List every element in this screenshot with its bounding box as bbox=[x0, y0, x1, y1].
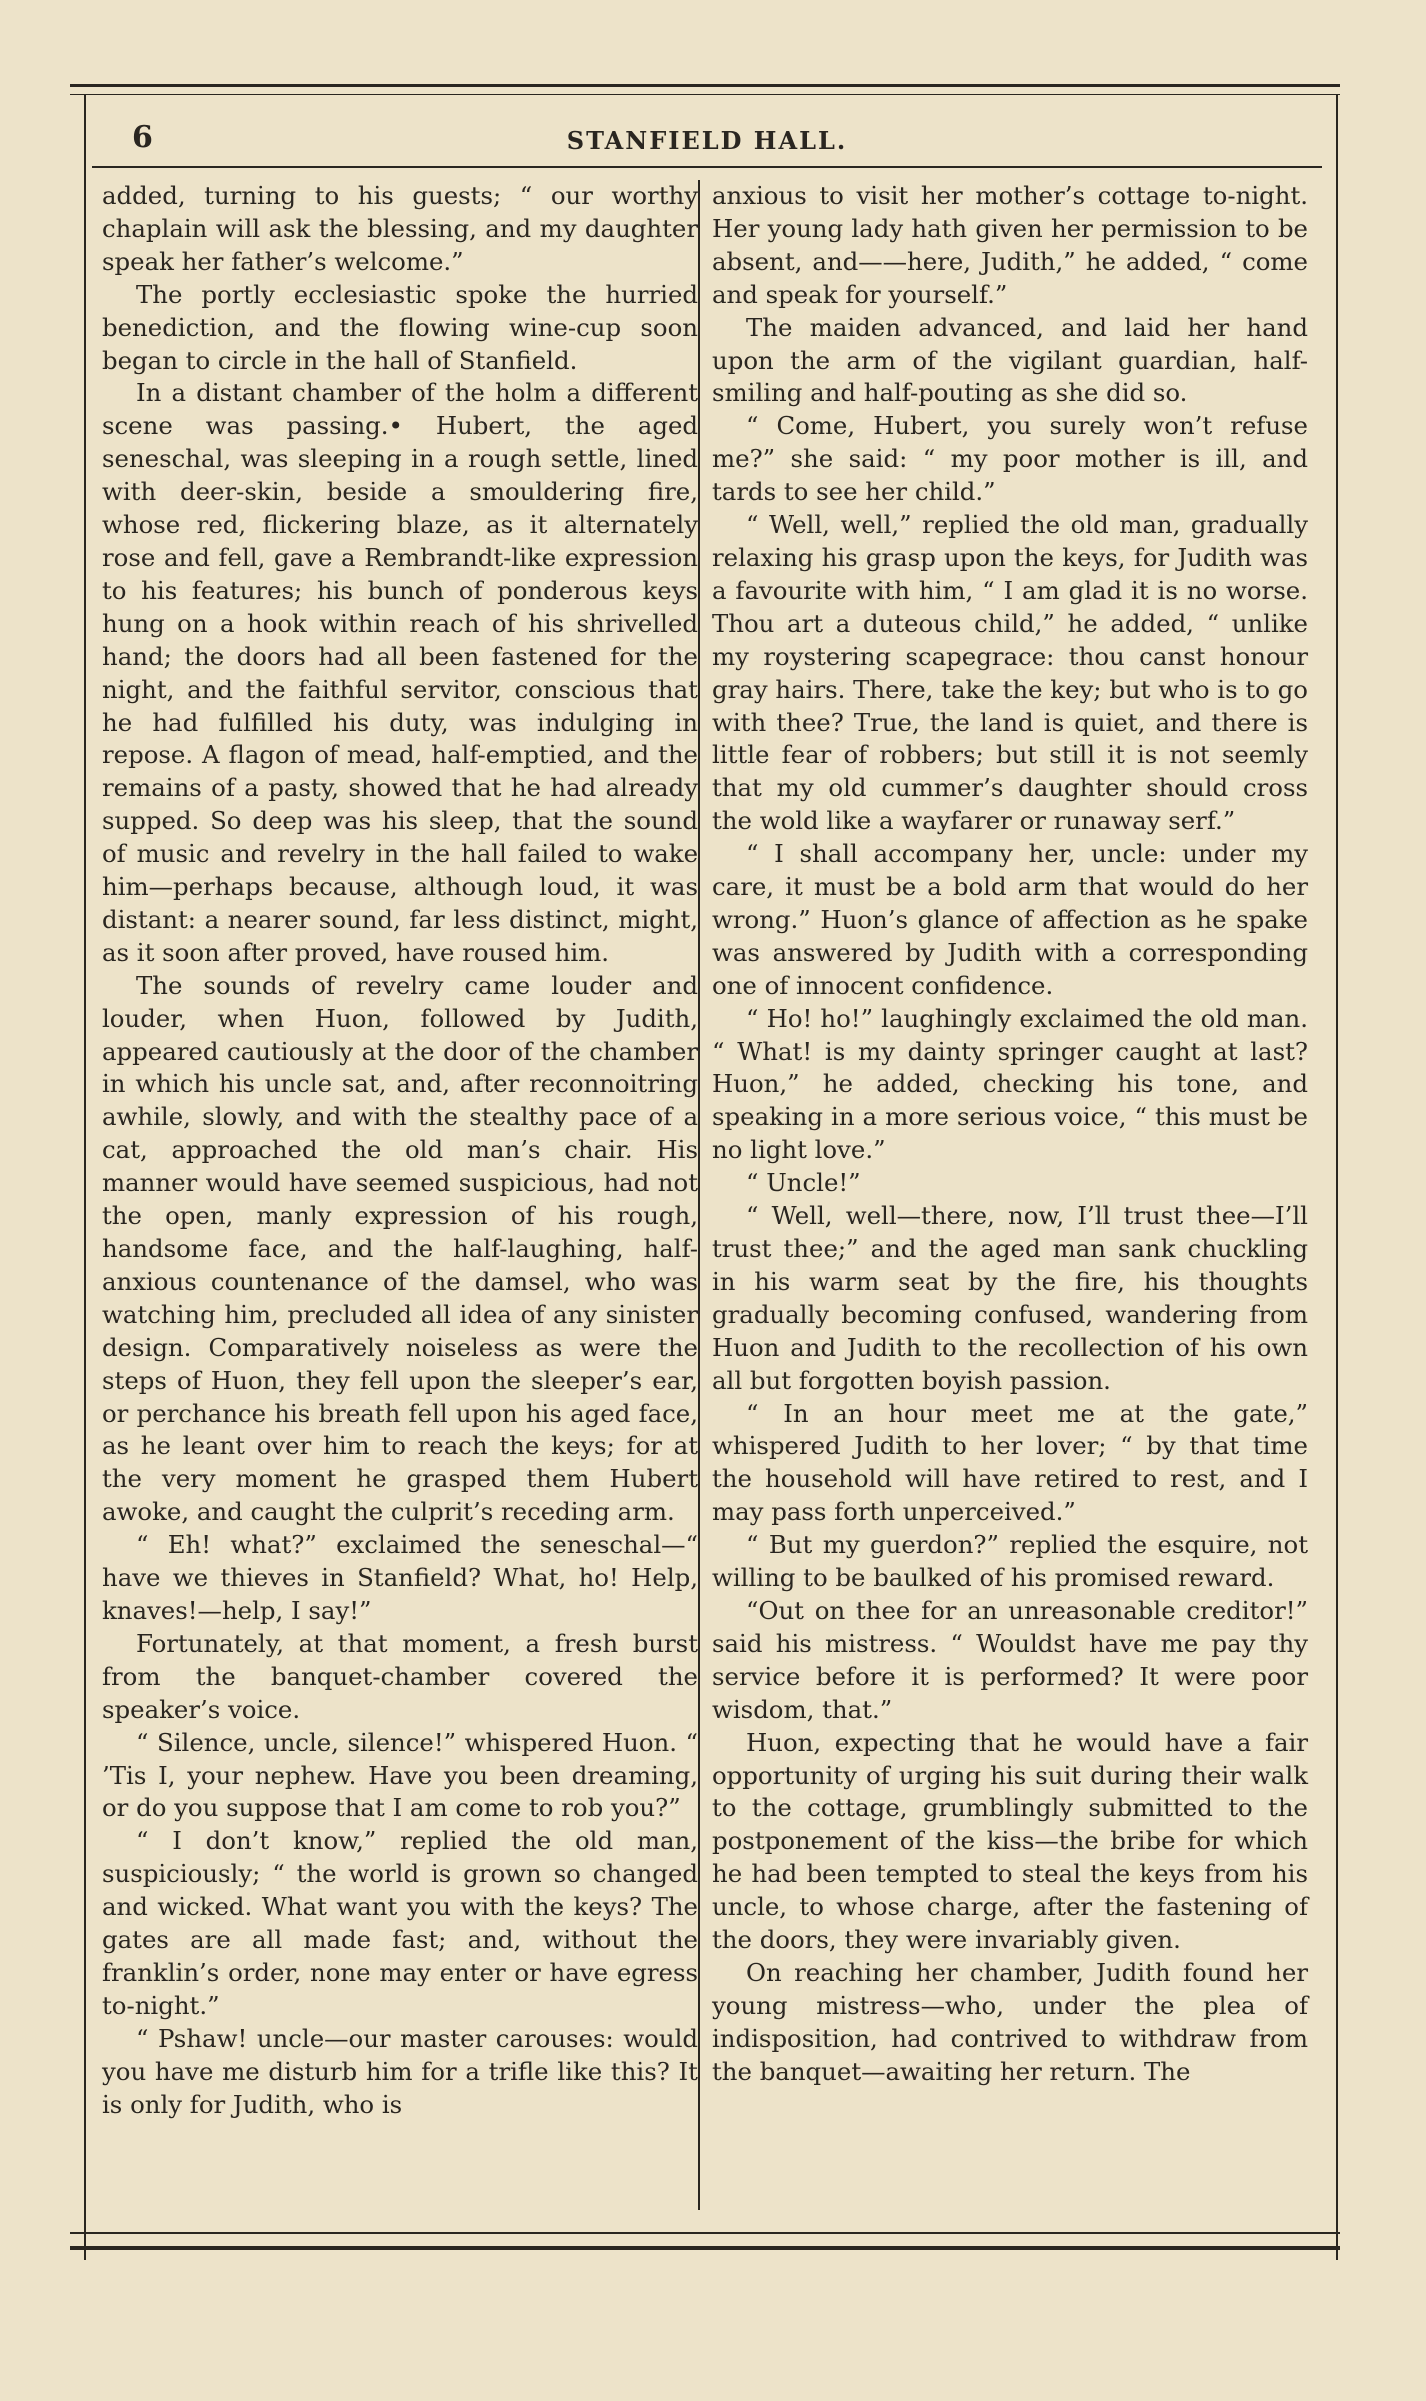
paragraph: “ In an hour meet me at the gate,” whispered Judith to her lover; “ by that time the household will have retired to rest, and I may pass forth unperceived.” bbox=[712, 1398, 1308, 1527]
paragraph: “ Ho! ho!” laughingly exclaimed the old man. “ What! is my dainty springer caught at last? Huon,” he added, checking his tone, and speaking in a more serious voice, “ this must be no light love.” bbox=[712, 1003, 1308, 1165]
paragraph: On reaching her chamber, Judith found her young mistress—who, under the plea of indisposition, had contrived to withdraw from the banquet—awaiting her return. The bbox=[712, 1957, 1308, 2086]
paragraph: “ Pshaw! uncle—our master carouses: would you have me disturb him for a trifle like this? It is only for Judith, who is bbox=[102, 2023, 698, 2119]
top-rule-thin bbox=[70, 94, 1340, 95]
header-rule bbox=[92, 166, 1322, 168]
paragraph: “ Well, well,” replied the old man, gradually relaxing his grasp upon the keys, for Judith was a favourite with him, “ I am glad it is no worse. Thou art a duteous child,” he added, “ unlike my roystering scapegrace: thou canst honour gray hairs. There, take the key; but who is to go with thee? True, the land is quiet, and there is little fear of robbers; but still it is not seemly that my old cummer’s daughter should cross the wold like a wayfarer or runaway serf.” bbox=[712, 510, 1308, 836]
left-border-rule bbox=[84, 95, 86, 2260]
paragraph: “ Silence, uncle, silence!” whispered Huon. “ ’Tis I, your nephew. Have you been dreaming, or do you suppose that I am come to rob you?” bbox=[102, 1727, 698, 1823]
bottom-rule-thin bbox=[70, 2232, 1340, 2234]
paragraph: Huon, expecting that he would have a fair opportunity of urging his suit during their walk to the cottage, grumblingly submitted to the postponement of the kiss—the bribe for which he had been tempted to steal the keys from his uncle, to whose charge, after the fastening of the doors, they were invariably given. bbox=[712, 1727, 1308, 1955]
paragraph: “ But my guerdon?” replied the esquire, not willing to be baulked of his promised reward. bbox=[712, 1530, 1308, 1593]
paragraph: “ I shall accompany her, uncle: under my care, it must be a bold arm that would do her wrong.” Huon’s glance of affection as he spake was answered by Judith with a corresponding one of innocent confidence. bbox=[712, 839, 1308, 1000]
paragraph: In a distant chamber of the holm a different scene was passing.• Hubert, the aged seneschal, was sleeping in a rough settle, lined with deer-skin, beside a smouldering fire, whose red, flickering blaze, as it alternately rose and fell, gave a Rembrandt-like expression to his features; his bunch of ponderous keys hung on a hook within reach of his shrivelled hand; the doors had all been fastened for the night, and the faithful servitor, conscious that he had fulfilled his duty, was indulging in repose. A flagon of mead, half-emptied, and the remains of a pasty, showed that he had already supped. So deep was his sleep, that the sound of music and revelry in the hall failed to wake him—perhaps because, although loud, it was distant: a nearer sound, far less distinct, might, as it soon after proved, have roused him. bbox=[102, 378, 698, 967]
paragraph: “ Eh! what?” exclaimed the seneschal—“ have we thieves in Stanfield? What, ho! Help, knaves!—help, I say!” bbox=[102, 1530, 698, 1625]
paragraph: “ Well, well—there, now, I’ll trust thee—I’ll trust thee;” and the aged man sank chuckling in his warm seat by the fire, his thoughts gradually becoming confused, wandering from Huon and Judith to the recollection of his own all but forgotten boyish passion. bbox=[712, 1201, 1308, 1395]
paragraph: “ Come, Hubert, you surely won’t refuse me?” she said: “ my poor mother is ill, and tards to see her child.” bbox=[712, 411, 1308, 507]
paragraph: “ I don’t know,” replied the old man, suspiciously; “ the world is grown so changed and wicked. What want you with the keys? The gates are all made fast; and, without the franklin’s order, none may enter or have egress to-night.” bbox=[102, 1826, 698, 2020]
right-column bbox=[712, 180, 1308, 2089]
paragraph: Fortunately, at that moment, a fresh burst from the banquet-chamber covered the speaker’s voice. bbox=[102, 1628, 698, 1724]
right-border-rule bbox=[1336, 95, 1338, 2260]
left-column bbox=[102, 180, 698, 2121]
paragraph: The maiden advanced, and laid her hand upon the arm of the vigilant guardian, half-smiling and half-pouting as she did so. bbox=[712, 312, 1308, 408]
bottom-rule-thick bbox=[70, 2246, 1340, 2250]
paragraph: The sounds of revelry came louder and louder, when Huon, followed by Judith, appeared cautiously at the door of the chamber in which his uncle sat, and, after reconnoitring awhile, slowly, and with the stealthy pace of a cat, approached the old man’s chair. His manner would have seemed suspicious, had not the open, manly expression of his rough, handsome face, and the half-laughing, half-anxious countenance of the damsel, who was watching him, precluded all idea of any sinister design. Comparatively noiseless as were the steps of Huon, they fell upon the sleeper’s ear, or perchance his breath fell upon his aged face, as he leant over him to reach the keys; for at the very moment he grasped them Hubert awoke, and caught the culprit’s receding arm. bbox=[102, 970, 698, 1527]
page-header bbox=[92, 112, 1322, 172]
paragraph: “ Uncle!” bbox=[746, 1168, 861, 1198]
paragraph: anxious to visit her mother’s cottage to-night. Her young lady hath given her permission to be absent, and——here, Judith,” he added, “ come and speak for yourself.” bbox=[712, 181, 1308, 309]
paragraph: “Out on thee for an unreasonable creditor!” said his mistress. “ Wouldst have me pay thy service before it is performed? It were poor wisdom, that.” bbox=[712, 1595, 1308, 1724]
top-rule-thick bbox=[70, 84, 1340, 87]
paragraph: added, turning to his guests; “ our worthy chaplain will ask the blessing, and my daughter speak her father’s welcome.” bbox=[102, 181, 698, 276]
column-divider bbox=[698, 180, 700, 2210]
running-title: STANFIELD HALL. bbox=[566, 126, 848, 155]
paragraph: The portly ecclesiastic spoke the hurried benediction, and the flowing wine-cup soon began to circle in the hall of Stanfield. bbox=[102, 279, 698, 375]
page-number: 6 bbox=[132, 120, 153, 155]
